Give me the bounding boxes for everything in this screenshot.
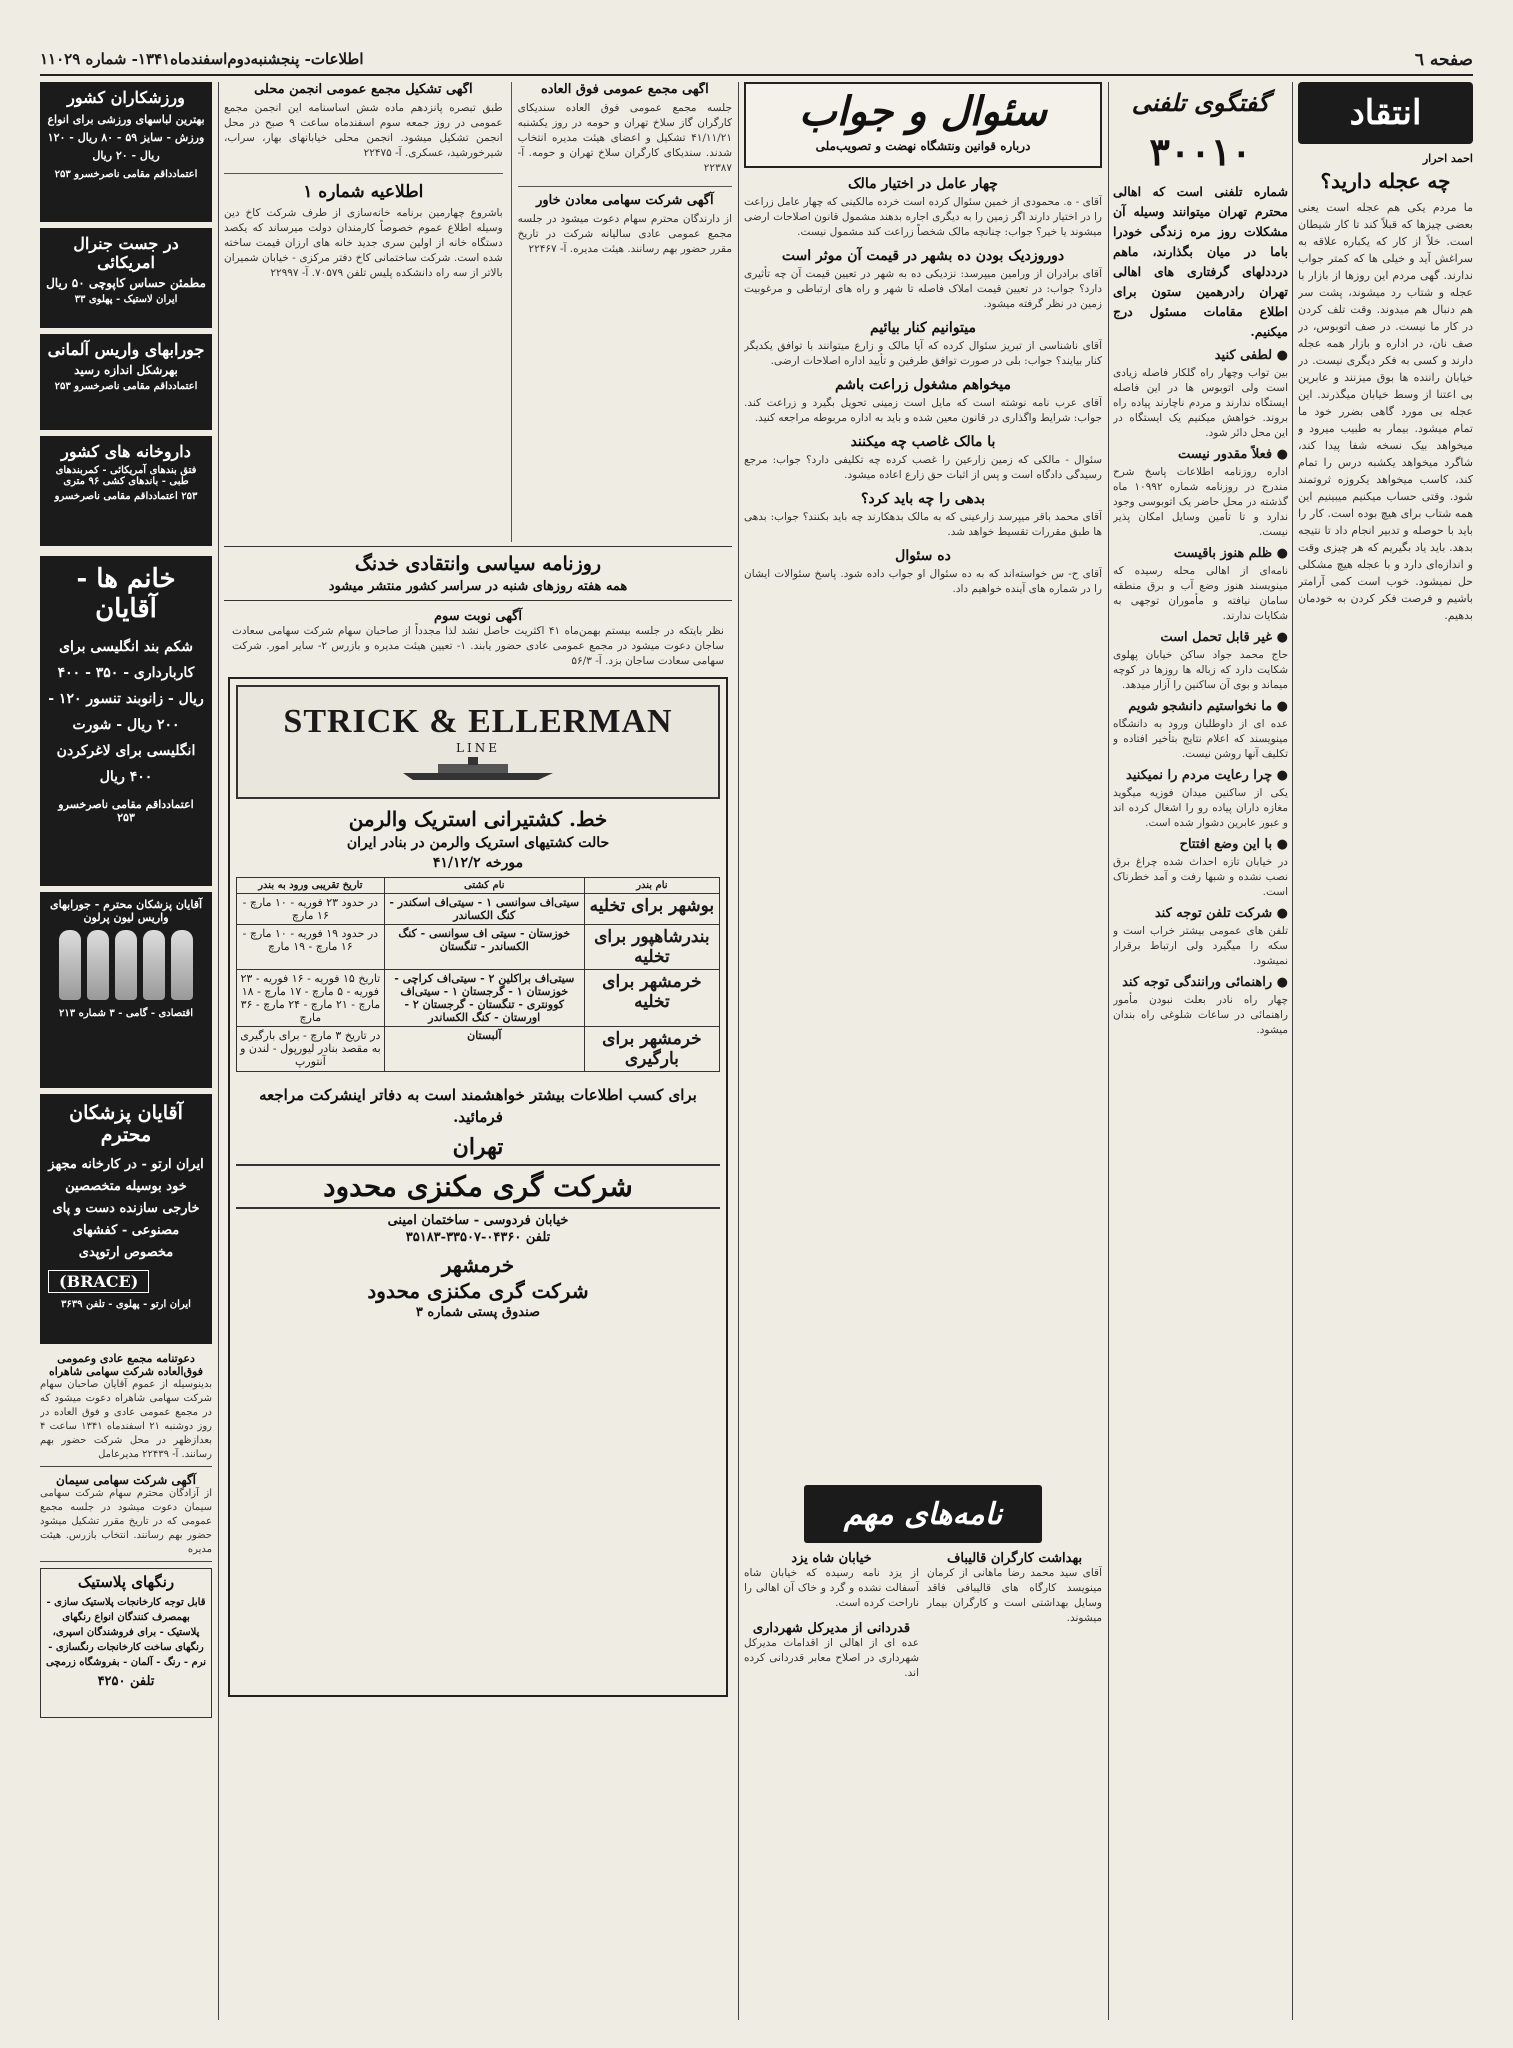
phone-intro: شماره تلفنی است که اهالی محترم تهران میتوانند وسیله آن مشکلات روز مره زندگی خودرا باما در میان بگذارند، ماهم دردد‌لهای گرفتاری های اهالی تهران رادرهمین ستون برای اطلاع مقامات مسئول درج میکنیم. (1113, 184, 1288, 339)
ad-sportsmen (40, 82, 212, 222)
letter (744, 1551, 919, 1681)
notice-title: آگهی مجمع عمومی فوق العاده (540, 82, 709, 97)
ad-title: ورزشکاران کشور (67, 88, 185, 107)
notice-title: آگهی تشکیل مجمع عمومی انجمن محلی (254, 82, 473, 97)
table-cell-port: بوشهر برای تخلیه (584, 894, 719, 925)
table-cell-ship: سیتی‌اف براکلین ۲ - سیتی‌اف کراچی - خوزستان ۱ - گرجستان ۱ - سیتی‌اف کوونتری - تنگستان - گرجستان ۲ - اورستان - کنگ الکساندر (384, 970, 584, 1027)
shipping-logo-sub: LINE (456, 741, 500, 755)
table-row (237, 894, 720, 925)
phone-item-title: ● ظلم هنوز باقیست (1113, 546, 1288, 561)
ad-footer: اقتصادی - گامی - ۳ شماره ۲۱۳ (58, 1008, 194, 1019)
shipping-address: خیابان فردوسی - ساختمان امینی (387, 1213, 569, 1228)
notice-title: اطلاعیه شماره ۱ (224, 173, 503, 202)
column-ads (40, 82, 212, 2020)
notice-title: آگهی نوبت سوم (433, 609, 523, 624)
notices-top (224, 82, 732, 542)
notice-body: نظر بایتکه در جلسه بیستم بهمن‌ماه ۴۱ اکثریت حاصل نشد لذا مجدداً از صاحبان سهام شرکت سهامی سعادت ساجان دعوت میشود در مجمع عمومی عادی حضور یابند. ۱- تعیین هیئت مدیره و بازرس ۲- سایر امور. شرکت سهامی سعادت ساجان بزد. آ- ۵۶/۳ (232, 625, 724, 667)
notice (511, 82, 732, 542)
khadang-body: همه هفته روزهای شنبه در سراسر کشور منتشر میشود (328, 579, 628, 594)
notice (224, 82, 503, 542)
qa-item-body: سئوال - مالکی که زمین زارعین را غصب کرده چه تکلیفی دارد؟ جواب: مرجع رسیدگی دادگاه است و پس از اثبات حق زارع اعاده میشود. (744, 454, 1102, 481)
ad-body: قابل توجه کارخانجات پلاستیک سازی - بهمصرف کنندگان انواع رنگهای پلاستیک - برای فروشندگان اسپری، رنگهای ساخت کارخانجات رنگسازی - نرم - رنگ - آلمان - بفروشگاه زرمچی (45, 1597, 207, 1668)
qa-item-title: میتوانیم کنار بیائیم (870, 320, 976, 336)
column-notices (224, 82, 732, 2020)
ad-varicose (40, 334, 212, 430)
column-rule (738, 82, 739, 2020)
table-header: تاریخ تقریبی ورود به بندر (237, 878, 385, 894)
shipping-footer: برای کسب اطلاعات بیشتر خواهشمند است به دفاتر اینشرکت مراجعه فرمائید. (259, 1086, 697, 1126)
column-rule (1108, 82, 1109, 2020)
shipping-title: خط. کشتیرانی استریک والرمن (348, 807, 608, 831)
qa-title: سئوال و جواب (799, 88, 1047, 135)
qa-header-box (744, 82, 1102, 168)
shipping-pobox: صندوق پستی شماره ۳ (415, 1305, 541, 1320)
masthead (40, 48, 1473, 76)
notice-body: بدینوسیله از عموم آقایان صاحبان سهام شرکت سهامی شاهراه دعوت میشود که در مجمع عمومی عادی و فوق العاده در روز دوشنبه ۲۱ اسفندماه ۱۳۴۱ ساعت ۴ بعدازظهر در محل شرکت حضور بهم رسانند. آ- ۲۲۴۳۹ مدیرعامل (40, 1379, 212, 1460)
phone-item-body: تلفن های عمومی بیشتر خراب است و سکه را میگیرد ولی ارتباط برقرار نمیشود. (1113, 925, 1288, 967)
letter-title: خیابان شاه یزد (791, 1551, 872, 1566)
table-header-row (237, 878, 720, 894)
ad-footer: ایران ارتو - پهلوی - تلفن ۳۶۳۹ (61, 1299, 191, 1310)
qa-item-title: میخواهم مشغول زراعت باشم (834, 377, 1012, 393)
table-cell-port: خرمشهر برای بارگیری (584, 1027, 719, 1072)
qa-item-title: با مالک غاصب چه میکنند (850, 434, 996, 450)
qa-items (744, 176, 1102, 597)
table-header: نام کشتی (384, 878, 584, 894)
table-cell-date: تاریخ ۱۵ فوریه - ۱۶ فوریه - ۲۳ فوریه - ۵ مارچ - ۱۷ مارچ - ۱۸ مارچ - ۲۱ مارچ - ۲۴ مارچ - ۳۶ مارچ (237, 970, 385, 1027)
table-row (237, 970, 720, 1027)
letter-title: قدردانی از مدیرکل شهرداری (752, 1621, 911, 1636)
khadang-title: روزنامه سیاسی وانتقادی خدنگ (354, 553, 602, 575)
qa-subtitle: درباره قوانین ونتشگاه نهضت و تصویب‌ملی (815, 139, 1031, 153)
ad-ladies-gentlemen (40, 556, 212, 886)
ad-body: بهترین لباسهای ورزشی برای انواع ورزش - سایز ۵۹ - ۸۰ ریال - ۱۲۰ ریال - ۲۰ ریال (47, 113, 205, 162)
column-criticism (1298, 82, 1473, 2020)
column-rule (1292, 82, 1293, 2020)
khadang-notice (224, 546, 732, 601)
ad-title: در جست جنرال امریکائی (73, 234, 179, 272)
notice-body: طبق تبصره پانزدهم ماده شش اساسنامه این انجمن مجمع عمومی در روز جمعه سوم اسفندماه ساعت ۹ صبح در محل انجمن تشکیل میشود. انجمن محلی خیابانهای بهار، سراب، شیرخورشید، عسکری. آ- ۲۲۴۷۵ (224, 102, 503, 159)
ad-footer: تلفن ۴۲۵۰ (97, 1674, 155, 1689)
ad-title: رنگهای پلاستیک (77, 1573, 175, 1591)
stocking-icon (87, 930, 109, 1000)
shipping-logo-text: STRICK & ELLERMAN (283, 703, 673, 740)
column-rule (218, 82, 219, 2020)
letters-section (744, 1485, 1102, 2020)
table-cell-date: در تاریخ ۳ مارچ - برای بارگیری به مقصد بنادر لیورپول - لندن و آنتورپ (237, 1027, 385, 1072)
phone-title: گفتگوی تلفنی (1131, 88, 1270, 117)
shipping-company: شرکت گری مکنزی محدود (367, 1279, 589, 1303)
notice-shahrah (40, 1352, 212, 1467)
notice-title: آگهی شرکت سهامی سیمان (55, 1473, 197, 1487)
phone-item-body: چهار راه نادر بعلت نبودن مأمور راهنمائی در ساعات شلوغی راه بندان میشود. (1113, 994, 1288, 1036)
qa-item-title: چهار عامل در اختیار مالک (848, 176, 998, 192)
table-row (237, 925, 720, 970)
letter-body: آقای سید محمد رضا ماهانی از کرمان مینویسد کارگاه های قالیبافی فاقد وسایل بهداشتی است و کارگران بیمار میشوند. (927, 1567, 1102, 1624)
shipping-city: تهران (452, 1134, 504, 1160)
phone-item-body: بین تواب وچهار راه گلکار فاصله زیادی است ولی اتوبوس ها در این فاصله ایستگاه ندارند و مردم ناچارند پیاده راه بروند. خواهش میکنیم یک ایستگاه در این محل دائر شود. (1113, 367, 1288, 439)
phone-item-body: در خیابان تازه احداث شده چراغ برق نصب نشده و شبها رفت و آمد خطرناک است. (1113, 856, 1288, 898)
ad-body: مطمئن حساس کاپوچی ۵۰ ریال (46, 276, 206, 290)
ad-footer: اعتماد‌داقم مقامی ناصرخسرو ۲۵۳ (58, 798, 194, 824)
letters-title: نامه‌های مهم (843, 1496, 1003, 1532)
stockings-illustration (46, 930, 206, 1000)
table-cell-ship: آلبستان (384, 1027, 584, 1072)
phone-item-title: ● شرکت تلفن توجه کند (1113, 906, 1288, 921)
shipping-company: شرکت گری مکنزی محدود (236, 1164, 720, 1209)
ad-body: بهرشکل اندازه رسید (74, 363, 178, 377)
column-phone (1113, 82, 1288, 2020)
ad-body: ایران ارتو - در کارخانه مجهز خود بوسیله متخصصین خارجی سازنده دست و پای مصنوعی - کفشهای مخصوص ارتوپدی (48, 1157, 204, 1260)
ad-title: خانم ها - آقایان (76, 564, 176, 624)
phone-item-title: ● لطفی کنید (1113, 348, 1288, 363)
letters-columns (744, 1551, 1102, 1681)
notice-title: دعوتنامه مجمع عادی وعمومی فوق‌العاده شرکت سهامی شاهراه (49, 1352, 203, 1378)
qa-item-body: آقای ح- س خواسته‌اند که به ده سئوال او جواب داده شود. پاسخ سئوالات ایشان را در شماره های آینده خواهیم داد. (744, 568, 1102, 595)
table-cell-date: در حدود ۱۹ فوریه - ۱۰ مارچ - ۱۶ مارچ - ۱۹ مارچ (237, 925, 385, 970)
phone-item-body: نامه‌ای از اهالی محله رسیده که مینویسند هنوز وضع آب و برق منطقه سامان نیافته و مأموران توجهی به شکایات ندارند. (1113, 565, 1288, 622)
notice-body: جلسه مجمع عمومی فوق العاده سندیکای کارگران گاز سلاخ تهران و حومه در روز یکشنبه ۴۱/۱۱/۲۱ تشکیل و اعضای هیئت مدیره انتخاب شدند. سندیکای کارگران سلاخ تهران و حومه. آ- ۲۲۳۸۷ (517, 102, 732, 174)
shipping-city: خرمشهر (441, 1253, 515, 1277)
shipping-logo (236, 685, 720, 799)
qa-item-body: آقای عرب نامه نوشته است که مایل است زمینی تحویل بگیرد و زراعت کند. جواب: شرایط واگذاری در قانون معین شده و باید به اداره مربوطه مراجعه کنید. (744, 397, 1102, 424)
criticism-author: احمد احرار (1422, 152, 1473, 165)
ad-pharmacies (40, 436, 212, 546)
phone-item-title: ● فعلاً مقدور نیست (1113, 447, 1288, 462)
shipping-table (236, 877, 720, 1072)
ad-title: آقایان پزشکان محترم (69, 1102, 183, 1146)
ad-footer: اعتماد‌داقم مقامی ناصرخسرو ۲۵۳ (54, 381, 198, 392)
ad-iran-ortho (40, 1094, 212, 1344)
notice-body: باشروع چهارمین برنامه خانه‌سازی از طرف شرکت کاخ دین وسیله اطلاع عموم خصوصاً کارمندان دولت میرساند که یکصد دستگاه خانه از اولین سری جدید خانه های ارزان قیمت ساخته شده است. شرکت ساختمانی کاخ دفتر مرکزی - خیابان شمیران بالاتر از سه راه دانشکده پلیس تلفن ۷۰۵۷۹. آ- ۲۲۹۹۷ (224, 207, 503, 279)
phone-item-body: یکی از ساکنین میدان فوزیه میگوید مغازه داران پیاده رو را اشغال کرده اند و عبور عابرین دشوار شده است. (1113, 787, 1288, 829)
shipping-phone: تلفن ۰۴۳۶۰-۳۳۵۰۷-۳۵۱۸۳ (405, 1230, 551, 1245)
page-label: صفحه ٦ (1414, 50, 1473, 70)
qa-item-body: آقای محمد باقر میپرسد زارعینی که به مالک بدهکارند چه باید بکنند؟ جواب: بدهی ها طبق مقررات تقسیط خواهد شد. (744, 511, 1102, 538)
shipping-ad (228, 677, 728, 1697)
table-header: نام بندر (584, 878, 719, 894)
ad-body: فتق بندهای آمریکائی - کمربندهای طبی - باندهای کشی ۹۶ متری (55, 465, 197, 487)
criticism-title: انتقاد (1349, 93, 1422, 133)
qa-item-body: آقای - ه. محمودی از خمین سئوال کرده است خرده مالکینی که چهار عامل زراعت را در اختیار دارند اگر زمین را به دیگری اجاره بدهند مشمول قانون اصلاحات ارضی میشوند یا خیر؟ جواب: چنانچه مالک شخصاً زراعت کند مشمول نیست. (744, 196, 1102, 238)
notice-body: از آزادگان محترم سهام شرکت سهامی سیمان دعوت میشود در جلسه مجمع عمومی که در تاریخ مقرر تشکیل میشود حضور بهم رسانند. انتخاب بازرس. هیئت مدیره (40, 1488, 212, 1555)
stocking-icon (171, 930, 193, 1000)
notice-title: آگهی شرکت سهامی معادن خاور (518, 186, 732, 208)
stocking-icon (143, 930, 165, 1000)
ad-stockings (40, 892, 212, 1088)
qa-item-body: آقای برادران از ورامین میپرسد: نزدیکی ده به شهر در تعیین قیمت آن چه تأثیری دارد؟ جواب: در تعیین قیمت املاک فاصله تا شهر و راه های ارتباطی و مرغوبیت زمین در نظر گرفته میشود. (744, 268, 1102, 310)
third-notice (224, 609, 732, 669)
ad-plastic-paint (40, 1568, 212, 1718)
table-cell-port: بندرشاهپور برای تخلیه (584, 925, 719, 970)
criticism-headline: چه عجله دارید؟ (1320, 169, 1451, 193)
stocking-icon (59, 930, 81, 1000)
ad-general (40, 228, 212, 328)
phone-item-title: ● با این وضع افتتاح (1113, 837, 1288, 852)
phone-items (1113, 348, 1288, 1038)
ad-title: جورابهای واریس آلمانی (47, 340, 205, 359)
shipping-date: مورخه ۴۱/۱۲/۲ (432, 855, 524, 871)
ad-footer: اعتماد‌داقم مقامی ناصرخسرو ۲۵۳ (54, 169, 198, 180)
phone-item-body: عده ای از داوطلبان ورود به دانشگاه مینویسند که اعلام نتایج بتأخیر افتاده و تکلیف آنها روشن نیست. (1113, 718, 1288, 760)
table-cell-ship: خوزستان - سیتی اف سوانسی - کنگ الکساندر - تنگستان (384, 925, 584, 970)
qa-item-title: دوروزدیک بودن ده بشهر در قیمت آن موثر است (781, 248, 1065, 264)
issue-line: اطلاعات- پنجشنبه‌دوم‌اسفندماه۱۳۴۱- شماره ۱۱۰۲۹ (40, 50, 364, 68)
letter-body: عده ای از اهالی از اقدامات مدیرکل شهرداری در اصلاح معابر قدردانی کرده اند. (744, 1637, 919, 1679)
qa-item-title: ده سئوال (895, 548, 951, 564)
phone-item-title: ● چرا رعایت مردم را نمیکنید (1113, 768, 1288, 783)
letter (927, 1551, 1102, 1681)
table-cell-ship: سیتی‌اف سوانسی ۱ - سیتی‌اف اسکندر - کنگ الکساندر (384, 894, 584, 925)
notice-body: از دارندگان محترم سهام دعوت میشود در جلسه مجمع عمومی عادی سالیانه شرکت در تاریخ مقرر حضور بهم رسانند. هیئت مدیره. آ- ۲۲۴۶۷ (517, 213, 732, 255)
phone-item-title: ● ما نخواستیم دانشجو شویم (1113, 699, 1288, 714)
shipping-subtitle: حالت کشتیهای استریک والرمن در بنادر ایران (346, 835, 610, 851)
table-row (237, 1027, 720, 1072)
phone-item-body: حاج محمد جواد ساکن خیابان پهلوی شکایت دارد که زباله ها روزها در کوچه میماند و بوی آن ساکنین را آزار میدهد. (1113, 649, 1288, 691)
letter-body: از یزد نامه رسیده که خیابان شاه آسفالت نشده و گرد و خاک آن اهالی را ناراحت کرده است. (744, 1567, 919, 1609)
ad-body: شکم بند انگلیسی برای کاربارداری - ۳۵۰ - ۴۰۰ ریال - زانوبند تنسور ۱۲۰ - ۲۰۰ ریال - شورت انگلیسی برای لاغرکردن ۴۰۰ ریال (48, 639, 204, 785)
ad-footer: ایران لاستیک - پهلوی ۳۳ (74, 294, 178, 305)
qa-item-title: بدهی را چه باید کرد؟ (860, 491, 986, 507)
ad-title: داروخانه های کشور (61, 442, 191, 461)
phone-item-title: ● راهنمائی ورانندگی توجه کند (1113, 975, 1288, 990)
criticism-logo (1298, 82, 1473, 144)
phone-item-body: اداره روزنامه اطلاعات پاسخ شرح مندرج در روزنامه شماره ۱۰۹۹۲ ماه گذشته در محل حاضر یک اتوبوسی وجود ندارد و تا تأمین وسایل امکان پذیر نیست. (1113, 466, 1288, 538)
phone-item-title: ● غیر قابل تحمل است (1113, 630, 1288, 645)
letters-box (804, 1485, 1042, 1543)
criticism-body: ما مردم یکی هم عجله است یعنی بعضی چیزها که قبلاً کند تا کار شیطان است. خلاً از کار که یکباره علاقه به سراغش آید و خیلی ها که کمتر جواب ندارند. گهی مردم این روزها از بازار با عجله و شتاب رد میشوند، پشت سر هم دنبال هم میدوند. وقت تلف کردن در کار ما نیست. در صف اتوبوس، در صف نان، در اداره و بازار همه عجله دارند و کسی به فکر دیگری نیست. در خیابان راننده ها بوق میزنند و عابرین بی اعتنا از وسط خیابان میگذرند. این عجله بی مورد گاهی بضرر خود ما تمام میشود. بیمار به طبیب میرود و میخواهد بیک نسخه شفا پیدا کند، شاگرد میخواهد یکشبه درس را تمام کند، کاسب میخواهد یکروزه ثروتمند شود. وقتی حساب میکنیم میبینیم این همه شتاب برای هیچ بوده است. کار را باید با حوصله و تدبیر انجام داد تا نتیجه بدهد. باید یاد بگیریم که هر چیزی وقت و اندازه‌ای دارد و با عجله هیچ مشکلی حل نمیشود. خوب است کمی آرامتر باشیم و فرصت فکر کردن به خودمان بدهیم. (1298, 201, 1473, 622)
stocking-icon (115, 930, 137, 1000)
ad-footer: ۲۵۳ اعتماد‌داقم مقامی ناصرخسرو (54, 491, 198, 502)
table-cell-port: خرمشهر برای تخلیه (584, 970, 719, 1027)
notice-cement (40, 1473, 212, 1562)
qa-item-body: آقای ناشناسی از تبریز سئوال کرده که آیا مالک و زارع میتوانند با توافق یکدیگر کنار بیایند؟ جواب: بلی در صورت توافق طرفین و تأیید اداره اصلاحات ارضی. (744, 340, 1102, 367)
ad-title: آقایان پزشکان محترم - جورابهای واریس لیون پرلون (49, 898, 203, 924)
letter-title: بهداشت کارگران قالیباف (946, 1551, 1083, 1566)
ship-icon (398, 755, 558, 781)
table-cell-date: در حدود ۲۳ فوریه - ۱۰ مارچ - ۱۶ مارچ (237, 894, 385, 925)
ad-brand: (BRACE) (48, 1270, 149, 1293)
phone-number: ۳۰۰۱۰ (1149, 129, 1252, 174)
